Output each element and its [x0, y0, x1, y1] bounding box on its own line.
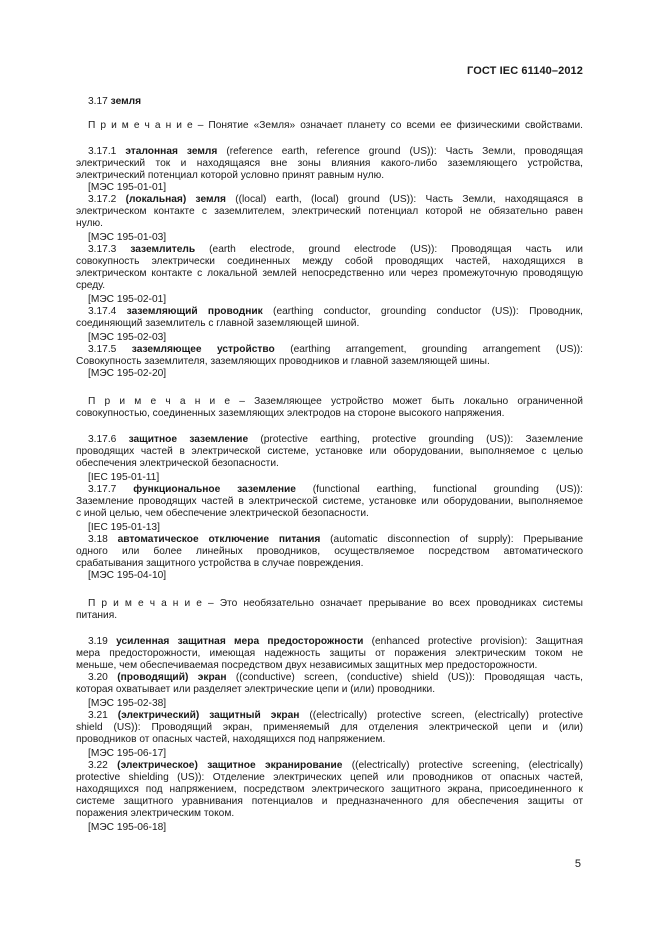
term-name: заземлитель	[130, 244, 196, 255]
text-segment: [МЭС 195-01-03]	[88, 232, 167, 243]
text-segment: [МЭС 195-02-01]	[88, 294, 167, 305]
text-segment: protective shielding (US)): Отделение электрических цепей или проводников от опасных частей,	[76, 772, 583, 783]
text-segment: электрический потенциал которой условно принят равным нулю.	[76, 170, 385, 181]
text-segment: срабатывания защитного устройства в случае повреждения.	[76, 558, 364, 569]
text-segment: среду.	[76, 280, 106, 291]
term-name: (электрический) защитный экран	[117, 710, 300, 721]
text-segment: питания.	[76, 610, 118, 621]
text-line	[88, 96, 141, 108]
term-name: защитное заземление	[128, 434, 249, 445]
term-name: (локальная) земля	[125, 194, 226, 205]
text-segment: (reference earth, reference ground (US)): Часть Земли, проводящая	[217, 146, 583, 157]
term-name: земля	[110, 96, 142, 107]
text-segment: П р и м е ч а н и е – Это необязательно означает прерывание во всех проводниках системы	[88, 598, 583, 609]
text-segment: [IEC 195-01-13]	[88, 522, 160, 533]
text-segment: [IEC 195-01-11]	[88, 472, 160, 483]
text-line	[88, 822, 166, 834]
text-segment: электрический ток и находящаяся вне зоны влияния какого-либо заземляющего устройства,	[76, 158, 583, 169]
text-segment: нулю.	[76, 218, 103, 229]
text-segment: которая охватывает или разделяет электрические цепи и (или) проводники.	[76, 684, 436, 695]
text-line	[76, 508, 369, 520]
text-segment: (earthing arrangement, grounding arrangement (US)):	[274, 344, 583, 355]
text-line	[76, 206, 583, 219]
text-segment: [МЭС 195-06-17]	[88, 748, 167, 759]
text-segment: (earth electrode, ground electrode (US)): Проводящая часть или	[195, 244, 583, 255]
text-segment: 3.17	[88, 96, 111, 107]
text-segment: 3.17.2	[88, 194, 126, 205]
text-segment: проводящих частей в электрической системе, установке или оборудовании, выполняемое с целью	[76, 446, 583, 457]
text-line	[76, 318, 359, 330]
term-name: заземляющий проводник	[126, 306, 263, 317]
term-name: (проводящий) экран	[117, 672, 227, 683]
text-segment: 3.19	[88, 636, 117, 647]
text-line	[88, 748, 166, 760]
text-segment: ((electrically) protective screening, (electrically)	[342, 760, 583, 771]
term-name: функциональное заземление	[133, 484, 296, 495]
text-segment: (earthing conductor, grounding conductor (US)): Проводник,	[262, 306, 583, 317]
text-segment: 3.17.1	[88, 146, 126, 157]
text-segment: ((electrically) protective screen, (electrically) protective	[299, 710, 583, 721]
text-line	[76, 734, 385, 746]
text-segment: (enhanced protective provision): Защитная	[363, 636, 583, 647]
text-segment: 3.17.7	[88, 484, 134, 495]
text-segment: ((conductive) screen, (conductive) shield (US)): Проводящая часть,	[226, 672, 583, 683]
text-segment: [МЭС 195-02-38]	[88, 698, 167, 709]
text-segment: 3.17.3	[88, 244, 131, 255]
text-segment: соединяющий заземлитель с главной заземляющей шиной.	[76, 318, 360, 329]
text-line	[88, 698, 166, 710]
text-segment: [МЭС 195-04-10]	[88, 570, 167, 581]
text-segment: электрическом контакте с локальной землей непосредственно или через промежуточную проводящую	[76, 268, 583, 279]
text-line	[88, 182, 166, 194]
text-line	[76, 408, 505, 420]
text-segment: 3.17.4	[88, 306, 127, 317]
text-segment: Совокупность заземлителя, заземляющих проводников и главной заземляющей шины.	[76, 356, 490, 367]
text-segment: П р и м е ч а н и е – Понятие «Земля» означает планету со всеми ее физическими свойствами.	[88, 120, 583, 131]
text-segment: меньше, чем обеспечиваемая посредством двух независимых защитных мер предосторожности.	[76, 660, 538, 671]
text-line	[76, 170, 384, 182]
text-segment: [МЭС 195-01-01]	[88, 182, 167, 193]
term-name: усиленная защитная мера предосторожности	[116, 636, 364, 647]
term-name: эталонная земля	[125, 146, 218, 157]
text-segment: совокупность электрически соединенных между собой проводящих частей, находящихся в	[76, 256, 583, 267]
text-segment: [МЭС 195-02-20]	[88, 368, 167, 379]
text-segment: [МЭС 195-06-18]	[88, 822, 167, 833]
text-segment: 3.17.5	[88, 344, 132, 355]
text-segment: мера предосторожности, имеющая надежность защиты от поражения электрическим током не	[76, 648, 583, 659]
text-line	[88, 120, 583, 133]
text-line	[76, 558, 364, 570]
text-line	[88, 232, 166, 244]
term-name: автоматическое отключение питания	[117, 534, 321, 545]
standard-header: ГОСТ IEC 61140–2012	[467, 65, 583, 77]
text-segment: с иной целью, чем обеспечение электрической безопасности.	[76, 508, 369, 519]
text-line	[88, 522, 160, 534]
text-segment: 3.20	[88, 672, 118, 683]
text-segment: одного или более линейных проводников, осуществляемое посредством автоматического	[76, 546, 583, 557]
text-line	[88, 598, 583, 611]
text-line	[88, 294, 166, 306]
term-name: заземляющее устройство	[131, 344, 275, 355]
text-segment: (functional earthing, functional grounding (US)):	[295, 484, 583, 495]
text-segment: 3.22	[88, 760, 118, 771]
text-line	[88, 570, 166, 582]
text-line	[76, 660, 537, 672]
text-segment: 3.21	[88, 710, 118, 721]
text-segment: 3.18	[88, 534, 118, 545]
text-segment: Заземление проводящих частей в электрической системе, установке или оборудовании, выполняемое	[76, 496, 583, 507]
text-segment: [МЭС 195-02-03]	[88, 332, 167, 343]
text-segment: проводников от опасных частей, находящихся под напряжением.	[76, 734, 386, 745]
text-segment: электрическом контакте с заземлителем, электрический потенциал которой не обязательно равен	[76, 206, 583, 217]
text-line	[76, 268, 583, 281]
text-segment: совокупностью, соединенных заземляющих электродов на стороне высокого напряжения.	[76, 408, 505, 419]
text-segment: поражения электрическим током.	[76, 808, 235, 819]
page-number: 5	[574, 858, 581, 870]
text-line	[76, 356, 490, 368]
text-line	[88, 472, 159, 484]
text-line	[88, 332, 166, 344]
text-line	[76, 684, 435, 696]
text-segment: ((local) earth, (local) ground (US)): Часть Земли, находящаяся в	[225, 194, 583, 205]
text-segment: П р и м е ч а н и е – Заземляющее устройство может быть локально ограниченной	[88, 396, 583, 407]
text-segment: (protective earthing, protective grounding (US)): Заземление	[248, 434, 583, 445]
text-line	[76, 808, 234, 820]
text-segment: shield (US)): Проводящий экран, применяемый для отделения электрической цепи и (или)	[76, 722, 583, 733]
text-segment: 3.17.6	[88, 434, 129, 445]
text-segment: (automatic disconnection of supply): Прерывание	[320, 534, 583, 545]
text-line	[76, 218, 103, 230]
text-segment: системе защитного уравнивания потенциалов и предназначенного для обеспечения защиты от	[76, 796, 583, 807]
text-line	[76, 610, 117, 622]
text-line	[76, 458, 279, 470]
text-segment: находящихся под напряжением, посредством электрического защитного экрана, присоединенного к	[76, 784, 583, 795]
text-line	[88, 368, 166, 380]
term-name: (электрическое) защитное экранирование	[117, 760, 343, 771]
text-line	[76, 280, 105, 292]
text-segment: обеспечения электрической безопасности.	[76, 458, 279, 469]
